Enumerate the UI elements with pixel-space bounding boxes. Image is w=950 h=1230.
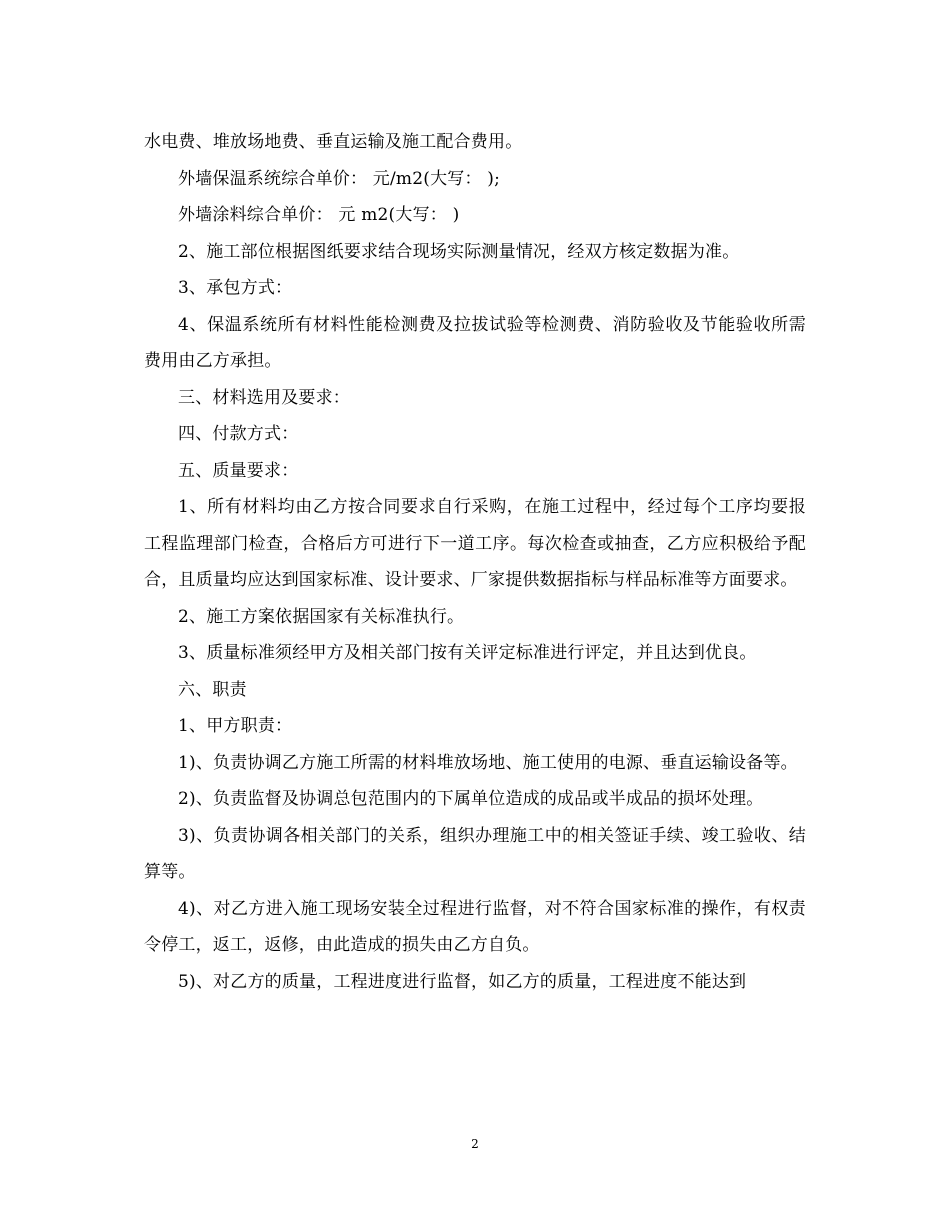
paragraph: 水电费、堆放场地费、垂直运输及施工配合费用。 bbox=[144, 132, 523, 152]
paragraph: 4)、对乙方进入施工现场安装全过程进行监督，对不符合国家标准的操作，有权责令停工，返工，返修，由此造成的损失由乙方自负。 bbox=[144, 898, 806, 955]
paragraph: 1、所有材料均由乙方按合同要求自行采购，在施工过程中，经过每个工序均要报工程监理部门检查，合格后方可进行下一道工序。每次检查或抽查，乙方应积极给予配合，且质量均应达到国家标准、设计要求、厂家提供数据指标与样品标准等方面要求。 bbox=[144, 497, 806, 590]
paragraph: 3、承包方式： bbox=[178, 278, 293, 298]
paragraph: 四、付款方式： bbox=[178, 424, 299, 444]
paragraph: 2)、负责监督及协调总包范围内的下属单位造成的成品或半成品的损坏处理。 bbox=[178, 789, 764, 809]
paragraph: 1)、负责协调乙方施工所需的材料堆放场地、施工使用的电源、垂直运输设备等。 bbox=[178, 752, 798, 773]
paragraph: 外墙涂料综合单价： 元 m2(大写： ) bbox=[178, 205, 460, 225]
paragraph: 六、职责 bbox=[178, 679, 247, 700]
paragraph: 三、材料选用及要求： bbox=[178, 387, 350, 408]
paragraph: 1、甲方职责： bbox=[178, 716, 293, 736]
page-number: 2 bbox=[471, 1137, 479, 1151]
paragraph: 外墙保温系统综合单价： 元/m2(大写： ); bbox=[178, 168, 501, 189]
paragraph: 3)、负责协调各相关部门的关系，组织办理施工中的相关签证手续、竣工验收、结算等。 bbox=[144, 825, 806, 882]
document-body bbox=[144, 124, 806, 1000]
paragraph: 4、保温系统所有材料性能检测费及拉拔试验等检测费、消防验收及节能验收所需费用由乙方承担。 bbox=[144, 314, 806, 371]
paragraph: 3、质量标准须经甲方及相关部门按有关评定标准进行评定，并且达到优良。 bbox=[178, 643, 757, 663]
paragraph: 2、施工部位根据图纸要求结合现场实际测量情况，经双方核定数据为准。 bbox=[178, 241, 740, 262]
paragraph: 5)、对乙方的质量，工程进度进行监督，如乙方的质量，工程进度不能达到 bbox=[178, 971, 747, 992]
paragraph: 五、质量要求： bbox=[178, 460, 299, 481]
paragraph: 2、施工方案依据国家有关标准执行。 bbox=[178, 606, 465, 627]
